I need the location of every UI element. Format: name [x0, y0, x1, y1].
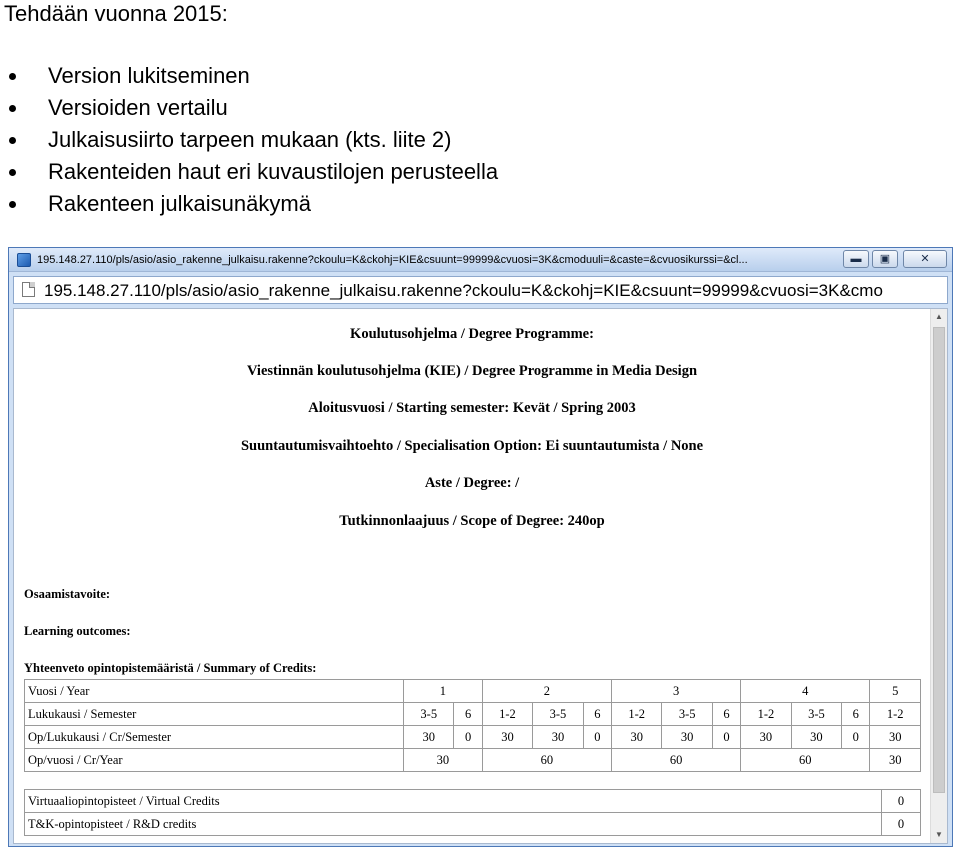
- list-item-text: Julkaisusiirto tarpeen mukaan (kts. liite 2): [48, 127, 452, 152]
- window-titlebar[interactable]: [9, 248, 952, 272]
- page-icon: [22, 282, 35, 297]
- starting-semester: Aloitusvuosi / Starting semester: Kevät / Spring 2003: [308, 400, 636, 416]
- table-row: [25, 703, 921, 726]
- page-viewport: [13, 308, 948, 844]
- competence-label: Osaamistavoite:: [24, 587, 111, 601]
- row-label: Op/vuosi / Cr/Year: [25, 749, 404, 772]
- table-row: [25, 726, 921, 749]
- row-label: Lukukausi / Semester: [25, 703, 404, 726]
- table-cell: 6: [842, 703, 870, 726]
- table-cell: 0: [842, 726, 870, 749]
- bullet-icon: [9, 201, 16, 208]
- row-label: Op/Lukukausi / Cr/Semester: [25, 726, 404, 749]
- list-item-text: Versioiden vertailu: [48, 95, 228, 120]
- table-cell: 30: [870, 749, 921, 772]
- specialisation-option: Suuntautumisvaihtoehto / Specialisation Option: Ei suuntautumista / None: [240, 438, 704, 454]
- table-row: [25, 813, 921, 836]
- table-cell: 3-5: [404, 703, 454, 726]
- table-cell: 30: [533, 726, 583, 749]
- table-cell: 1-2: [611, 703, 661, 726]
- address-url[interactable]: 195.148.27.110/pls/asio/asio_rakenne_julkaisu.rakenne?ckoulu=K&ckohj=KIE&csuunt=99999&cvuosi=3K&cmo: [44, 281, 883, 300]
- table-cell: 3-5: [662, 703, 712, 726]
- table-cell: 60: [741, 749, 870, 772]
- table-cell: 0: [882, 790, 921, 813]
- scroll-up-arrow-icon[interactable]: ▲: [935, 312, 943, 321]
- list-item: [0, 156, 498, 188]
- table-cell: 30: [482, 726, 532, 749]
- table-cell: 30: [611, 726, 661, 749]
- vertical-scrollbar[interactable]: [930, 309, 947, 843]
- credits-summary-table: [24, 679, 921, 772]
- table-cell: 60: [611, 749, 740, 772]
- bullet-icon: [9, 73, 16, 80]
- bullet-icon: [9, 169, 16, 176]
- year-cell: 4: [741, 680, 870, 703]
- scroll-down-arrow-icon[interactable]: ▼: [935, 830, 943, 839]
- bullet-icon: [9, 105, 16, 112]
- table-cell: 30: [791, 726, 841, 749]
- maximize-button[interactable]: ▣: [872, 250, 898, 268]
- table-cell: 0: [712, 726, 740, 749]
- programme-heading: Koulutusohjelma / Degree Programme:: [350, 326, 594, 342]
- list-item: [0, 124, 498, 156]
- list-item-text: Version lukitseminen: [48, 63, 250, 88]
- list-item-text: Rakenteiden haut eri kuvaustilojen perusteella: [48, 159, 499, 184]
- table-cell: 30: [404, 726, 454, 749]
- year-cell: 2: [482, 680, 611, 703]
- table-cell: 6: [583, 703, 611, 726]
- year-cell: 1: [404, 680, 483, 703]
- bullet-icon: [9, 137, 16, 144]
- scrollbar-thumb[interactable]: [933, 327, 945, 793]
- row-label: Virtuaaliopintopisteet / Virtual Credits: [25, 790, 882, 813]
- table-cell: 0: [583, 726, 611, 749]
- table-row: [25, 749, 921, 772]
- table-cell: 30: [404, 749, 483, 772]
- table-cell: 30: [741, 726, 791, 749]
- feature-list: [0, 60, 498, 220]
- table-cell: 3-5: [791, 703, 841, 726]
- table-row: [25, 680, 921, 703]
- year-cell: 3: [611, 680, 740, 703]
- year-cell: 5: [870, 680, 921, 703]
- page-content: [14, 309, 930, 843]
- browser-app-icon: [17, 253, 31, 267]
- row-label: T&K-opintopisteet / R&D credits: [25, 813, 882, 836]
- programme-name: Viestinnän koulutusohjelma (KIE) / Degree Programme in Media Design: [246, 363, 698, 379]
- row-label: Vuosi / Year: [25, 680, 404, 703]
- browser-popup-window: [8, 247, 953, 847]
- table-cell: 60: [482, 749, 611, 772]
- list-item-text: Rakenteen julkaisunäkymä: [48, 191, 311, 216]
- table-cell: 0: [454, 726, 482, 749]
- table-cell: 3-5: [533, 703, 583, 726]
- list-item: [0, 188, 498, 220]
- credits-summary-label: Yhteenveto opintopistemääristä / Summary of Credits:: [24, 661, 317, 675]
- table-cell: 0: [882, 813, 921, 836]
- table-cell: 30: [870, 726, 921, 749]
- table-cell: 1-2: [741, 703, 791, 726]
- address-bar[interactable]: [13, 276, 948, 304]
- table-cell: 30: [662, 726, 712, 749]
- minimize-button[interactable]: ▬: [843, 250, 869, 268]
- degree-scope: Tutkinnonlaajuus / Scope of Degree: 240op: [339, 513, 605, 529]
- list-item: [0, 92, 498, 124]
- degree-level: Aste / Degree: /: [424, 475, 520, 491]
- table-cell: 1-2: [482, 703, 532, 726]
- close-button[interactable]: ✕: [903, 250, 947, 268]
- table-cell: 6: [454, 703, 482, 726]
- list-item: [0, 60, 498, 92]
- document-heading: Tehdään vuonna 2015:: [4, 1, 228, 26]
- table-cell: 1-2: [870, 703, 921, 726]
- additional-credits-table: [24, 789, 921, 836]
- table-cell: 6: [712, 703, 740, 726]
- table-row: [25, 790, 921, 813]
- learning-outcomes-label: Learning outcomes:: [24, 624, 131, 638]
- window-title: 195.148.27.110/pls/asio/asio_rakenne_julkaisu.rakenne?ckoulu=K&ckohj=KIE&csuunt=99999&cvuosi=3K&cmoduuli=&caste=&cvuosikurssi=&cl...: [37, 254, 748, 266]
